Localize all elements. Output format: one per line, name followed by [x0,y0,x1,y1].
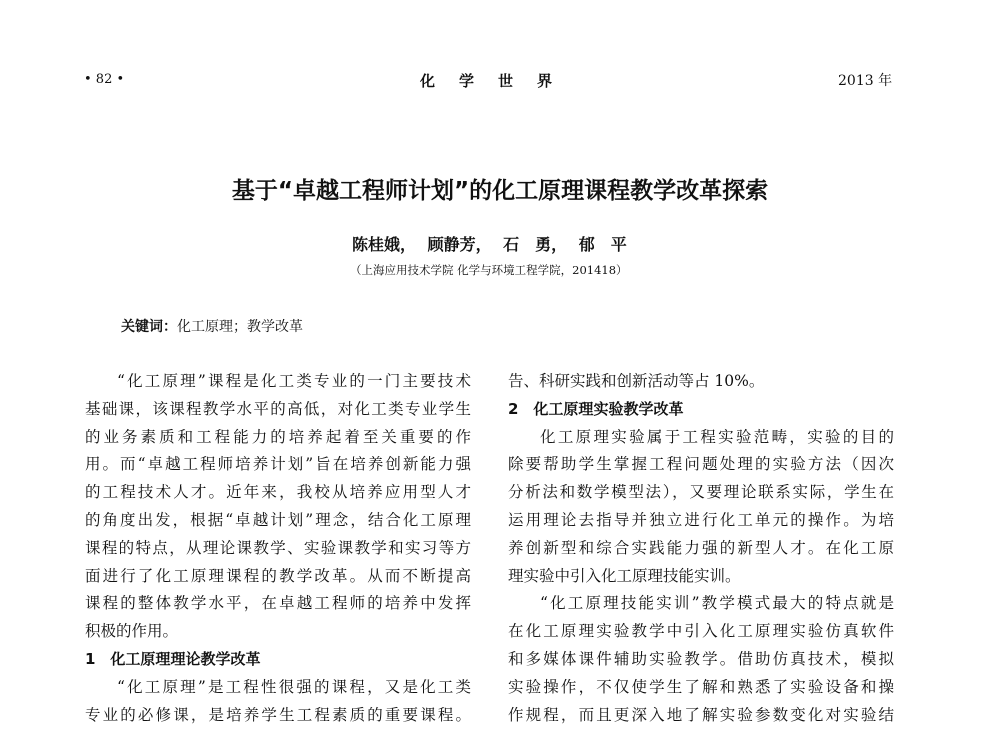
left-column [85,368,471,729]
text-line: 理实验中引入化工原理技能实训。 [508,566,741,585]
text-line: 的角度出发，根据“卓越计划”理念，结合化工原理 [85,510,471,529]
text-line: 基础课，该课程教学水平的高低，对化工类专业学生 [85,399,471,418]
article-title: 基于“卓越工程师计划”的化工原理课程教学改革探索 [231,178,769,204]
issue-year: 2013 年 [838,73,893,89]
text-line: 课程的特点，从理论课教学、实验课教学和实习等方 [85,538,471,557]
text-line: 积极的作用。 [85,622,179,641]
text-line: 实验操作，不仅使学生了解和熟悉了实验设备和操 [508,677,894,696]
text-line: “化工原理”是工程性很强的课程，又是化工类 [117,677,471,696]
text-line: 作规程，而且更深入地了解实验参数变化对实验结 [508,705,894,724]
text-line: 的业务素质和工程能力的培养起着至关重要的作 [85,427,471,446]
text-line: 运用理论去指导并独立进行化工单元的操作。为培 [508,510,894,529]
authors: 陈桂娥， 顾静芳， 石 勇， 郁 平 [352,235,627,254]
section-heading: 1 化工原理理论教学改革 [85,649,261,668]
text-line: 面进行了化工原理课程的教学改革。从而不断提高 [85,566,471,585]
text-line: 分析法和数学模型法），又要理论联系实际，学生在 [508,483,894,502]
text-line: 课程的整体教学水平，在卓越工程师的培养中发挥 [85,594,471,613]
right-column [508,368,894,729]
text-line: “化工原理技能实训”教学模式最大的特点就是 [540,594,894,613]
keywords [121,316,303,336]
page-number: • 82 • [84,72,125,87]
keywords-label: 关键词： [121,319,177,335]
text-line: 除要帮助学生掌握工程问题处理的实验方法（因次 [508,455,894,474]
text-line: “化工原理”课程是化工类专业的一门主要技术 [117,372,471,390]
text-line: 养创新型和综合实践能力强的新型人才。在化工原 [508,538,894,557]
text-line: 在化工原理实验教学中引入化工原理实验仿真软件 [508,622,894,641]
section-heading: 2 化工原理实验教学改革 [508,399,684,418]
text-line: 化工原理实验属于工程实验范畴，实验的目的 [540,427,894,446]
text-line: 和多媒体课件辅助实验教学。借助仿真技术，模拟 [508,649,894,668]
text-line: 的工程技术人才。近年来，我校从培养应用型人才 [85,483,471,502]
text-line: 专业的必修课，是培养学生工程素质的重要课程。 [85,705,471,724]
journal-name: 化学世界 [420,72,577,90]
affiliation: （上海应用技术学院 化学与环境工程学院，201418） [350,263,628,277]
keywords-value: 化工原理；教学改革 [177,319,303,335]
text-line: 用。而“卓越工程师培养计划”旨在培养创新能力强 [85,455,471,474]
text-line: 告、科研实践和创新活动等占 10%。 [508,372,765,390]
